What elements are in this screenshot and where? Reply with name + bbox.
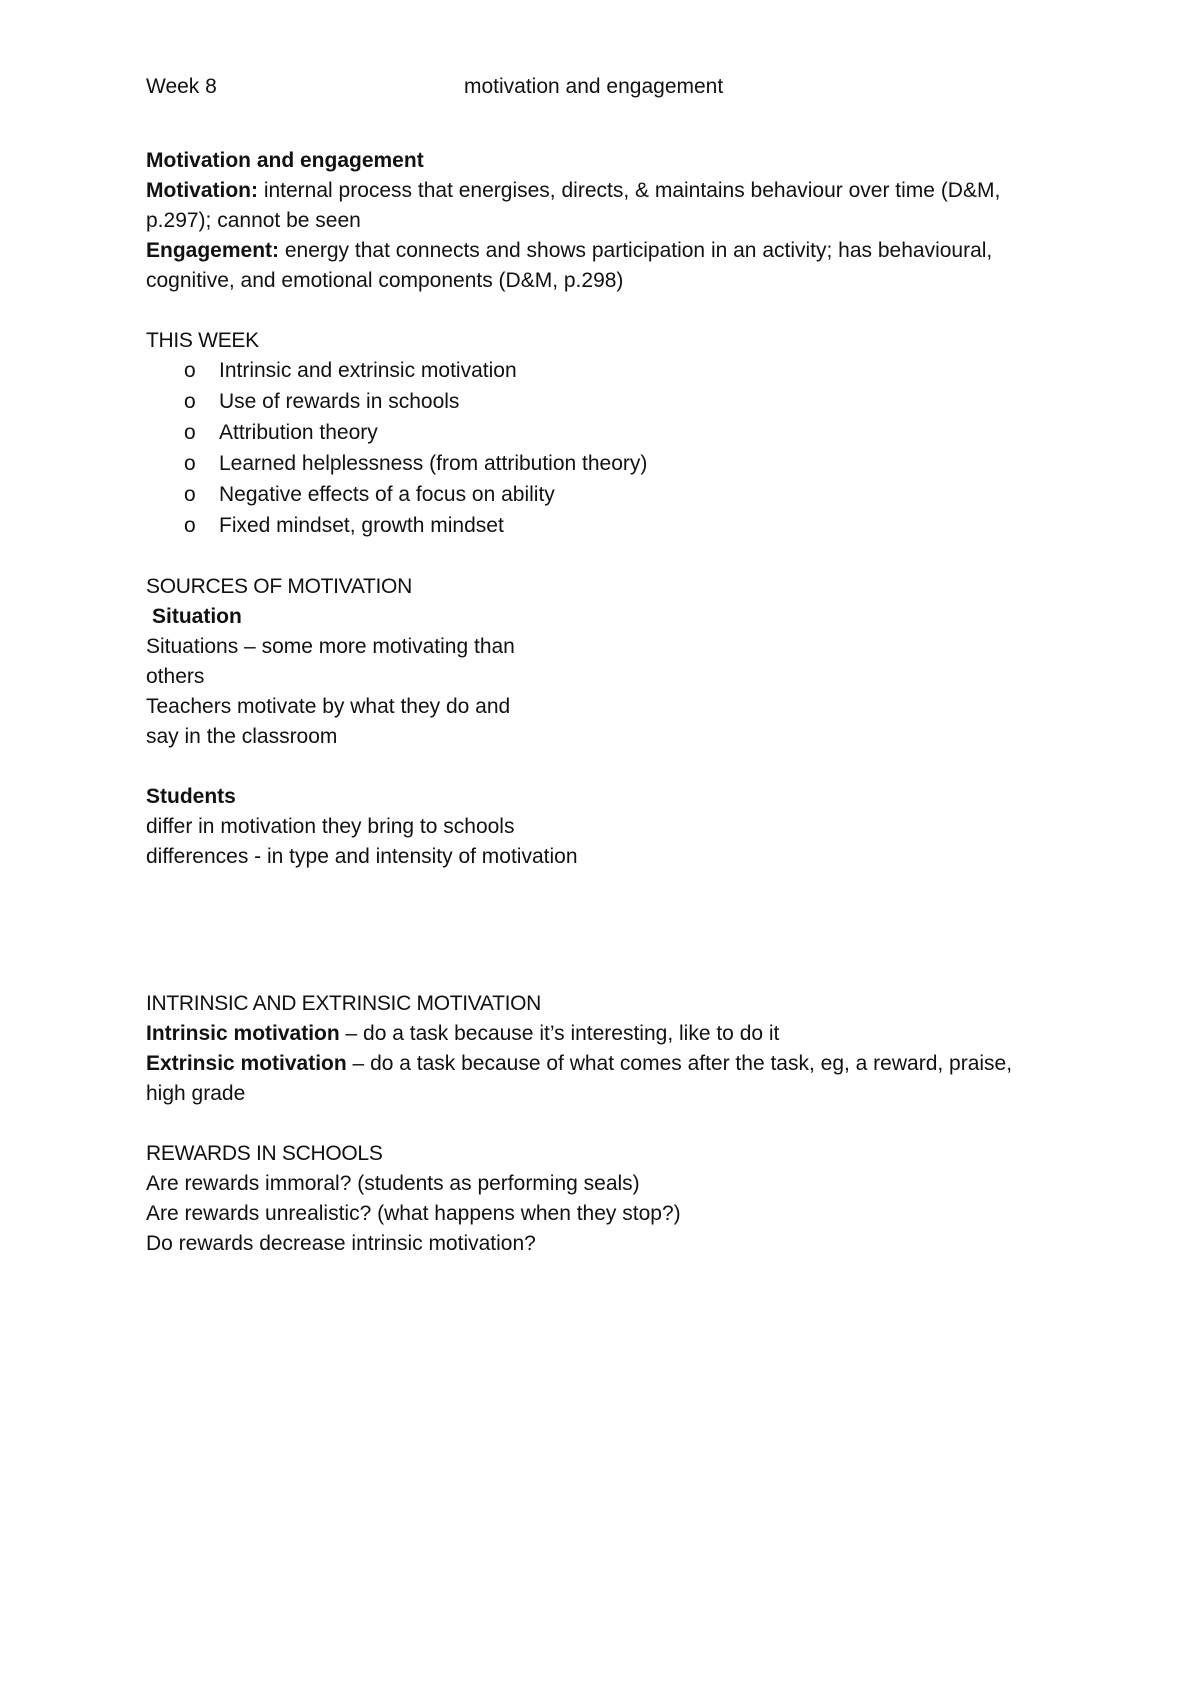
list-item-text: Attribution theory xyxy=(219,421,378,444)
intrinsic-extrinsic-heading: INTRINSIC AND EXTRINSIC MOTIVATION xyxy=(146,992,542,1015)
spacer xyxy=(146,542,1066,572)
list-item-text: Intrinsic and extrinsic motivation xyxy=(219,359,517,382)
spacer xyxy=(146,296,1066,326)
bullet-icon: o xyxy=(184,390,196,413)
extrinsic-term: Extrinsic motivation xyxy=(146,1052,347,1075)
situation-line: say in the classroom xyxy=(146,725,338,748)
list-item-text: Learned helplessness (from attribution theory) xyxy=(219,452,648,475)
intrinsic-def: – do a task because it’s interesting, like to do it xyxy=(339,1022,780,1045)
bullet-icon: o xyxy=(184,452,196,475)
engagement-term: Engagement: xyxy=(146,239,280,262)
rewards-heading: REWARDS IN SCHOOLS xyxy=(146,1142,383,1165)
document-content xyxy=(146,72,1066,1259)
bullet-icon: o xyxy=(184,421,196,444)
bullet-icon: o xyxy=(184,483,196,506)
list-item-text: Use of rewards in schools xyxy=(219,390,460,413)
intrinsic-term: Intrinsic motivation xyxy=(146,1022,340,1045)
engagement-def-line-1: energy that connects and shows participation in an activity; has behavioural, xyxy=(279,239,993,262)
list-item xyxy=(146,418,1066,449)
situation-line: Teachers motivate by what they do and xyxy=(146,695,511,718)
motivation-def-line-2: p.297); cannot be seen xyxy=(146,209,361,232)
intro-heading: Motivation and engagement xyxy=(146,149,424,172)
extrinsic-definition xyxy=(146,1049,1066,1079)
list-item xyxy=(146,356,1066,387)
motivation-term: Motivation: xyxy=(146,179,258,202)
intrinsic-definition xyxy=(146,1019,1066,1049)
bullet-icon: o xyxy=(184,514,196,537)
rewards-section xyxy=(146,1139,1066,1259)
sources-section xyxy=(146,572,566,752)
engagement-def-line-2: cognitive, and emotional components (D&M, p.298) xyxy=(146,269,624,292)
header-week: Week 8 xyxy=(146,75,217,98)
list-item xyxy=(146,511,1066,542)
this-week-heading: THIS WEEK xyxy=(146,329,259,352)
list-item xyxy=(146,387,1066,418)
engagement-definition xyxy=(146,236,1066,266)
motivation-definition xyxy=(146,176,1066,206)
spacer xyxy=(146,872,1066,989)
extrinsic-def-line-1: – do a task because of what comes after the task, eg, a reward, praise, xyxy=(346,1052,1013,1075)
situation-line: others xyxy=(146,665,205,688)
intro-section xyxy=(146,146,1066,296)
list-item-text: Negative effects of a focus on ability xyxy=(219,483,555,506)
rewards-line: Are rewards unrealistic? (what happens when they stop?) xyxy=(146,1202,681,1225)
students-section xyxy=(146,782,1066,872)
list-item xyxy=(146,449,1066,480)
spacer xyxy=(146,752,1066,782)
extrinsic-def-line-2: high grade xyxy=(146,1082,246,1105)
rewards-line: Are rewards immoral? (students as performing seals) xyxy=(146,1172,640,1195)
this-week-list xyxy=(146,356,1066,542)
intrinsic-extrinsic-section xyxy=(146,989,1066,1109)
students-line: differ in motivation they bring to schools xyxy=(146,815,515,838)
spacer xyxy=(146,1109,1066,1139)
motivation-def-line-1: internal process that energises, directs, & maintains behaviour over time (D&M, xyxy=(257,179,1001,202)
page-header xyxy=(146,72,1066,102)
header-topic: motivation and engagement xyxy=(464,75,724,98)
bullet-icon: o xyxy=(184,359,196,382)
list-item xyxy=(146,480,1066,511)
situation-line: Situations – some more motivating than xyxy=(146,635,515,658)
this-week-section xyxy=(146,326,1066,542)
students-line: differences - in type and intensity of motivation xyxy=(146,845,578,868)
rewards-line: Do rewards decrease intrinsic motivation? xyxy=(146,1232,536,1255)
situation-heading: Situation xyxy=(152,605,242,628)
students-heading: Students xyxy=(146,785,236,808)
list-item-text: Fixed mindset, growth mindset xyxy=(219,514,504,537)
sources-heading: SOURCES OF MOTIVATION xyxy=(146,575,412,598)
